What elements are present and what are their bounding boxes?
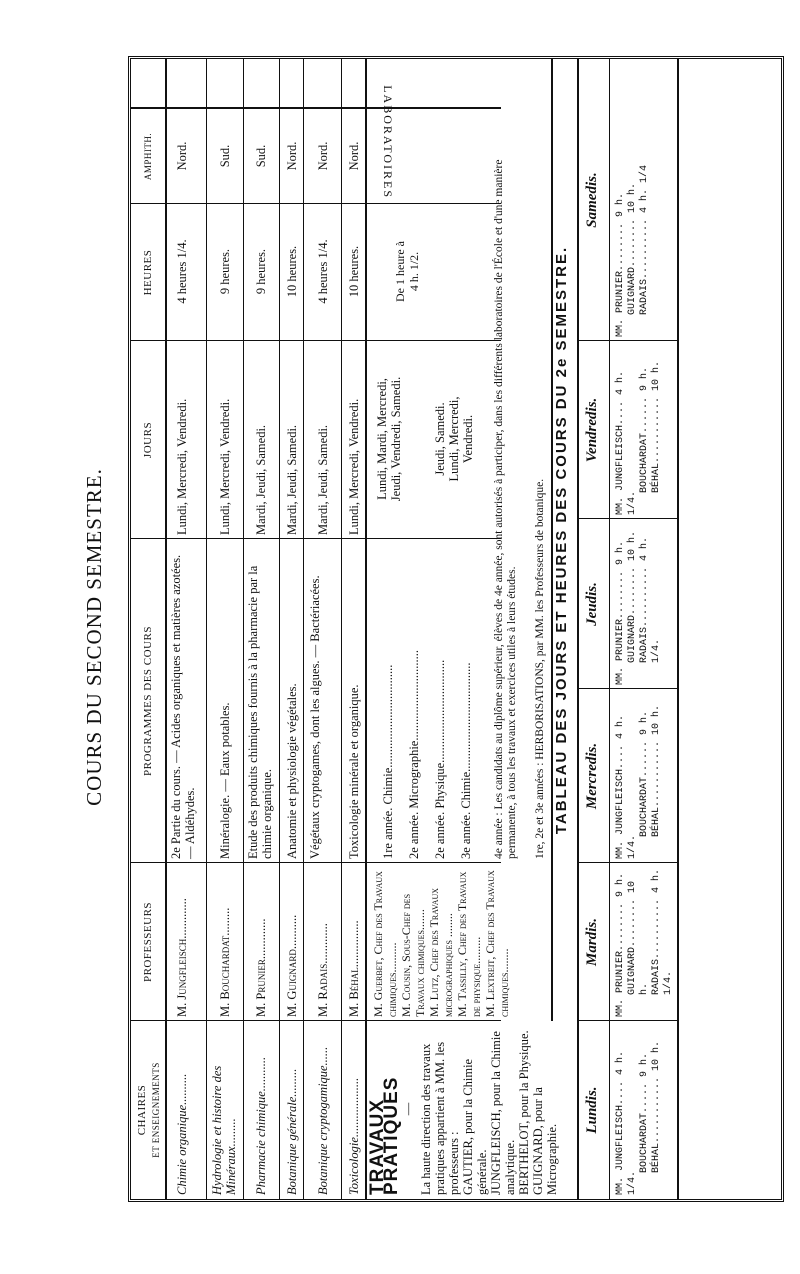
sched-line: MM. PRUNIER........ 9 h. <box>615 540 626 685</box>
row-prof: M. Guignard........... <box>285 914 299 1017</box>
col-divider <box>131 340 501 341</box>
row-programme: Anatomie et physiologie végétales. <box>285 683 299 859</box>
col-divider <box>131 538 501 539</box>
row-prof: M. Jungfleisch............. <box>175 898 189 1017</box>
travaux-jungfleisch: JUNGFLEISCH, pour la Chimie analytique. <box>489 1031 517 1195</box>
day-vendredis: Vendredis. <box>584 397 600 463</box>
chef-line: M. Guerbet, Chef des Travaux chimiques.......... <box>371 871 399 1017</box>
row-amphi: Sud. <box>254 144 268 168</box>
tableau-rule <box>577 59 579 1199</box>
travaux-laboratoires <box>381 85 395 199</box>
sched-line: MM. JUNGFLEISCH.... 4 h. 1/4. <box>615 714 638 859</box>
tp-jours-line: Lundi, Mardi, Mercredi, <box>375 378 389 500</box>
laboratoires-label: LABORATOIRES <box>381 85 395 199</box>
travaux-annees <box>375 541 495 859</box>
row-amphi: Sud. <box>218 144 232 168</box>
tp-jours-line: Jeudi, Vendredi, Samedi. <box>389 376 403 502</box>
row-rule <box>279 59 280 1199</box>
travaux-dash: — <box>401 1102 415 1116</box>
travaux-guignard: GUIGNARD, pour la Micrographie. <box>531 1087 559 1195</box>
row-jours: Lundi, Mercredi, Vendredi. <box>175 398 189 535</box>
tableau-rule <box>609 59 610 1199</box>
row-programme: Etude des produits chimiques fournis à la pharmacie par la chimie organique. <box>246 565 274 859</box>
row-programme: Végétaux cryptogames, dont les algues. — Bactériacées. <box>308 575 322 859</box>
row-prof: M. Béhal............... <box>347 920 361 1017</box>
row-heures: 10 heures. <box>347 245 361 298</box>
annee-line: 3e année. Chimie................................... <box>459 662 473 859</box>
sched-samedis <box>615 61 651 337</box>
chef-line: M. Tassilly, Chef des Travaux de physique......... <box>455 871 483 1017</box>
row-heures: 4 heures 1/4. <box>175 239 189 304</box>
annee-line: 2e année. Micrographie............................. <box>407 650 421 859</box>
travaux-left <box>367 1023 571 1195</box>
row-amphi: Nord. <box>285 141 299 171</box>
sched-mardis <box>615 865 675 1017</box>
annee-line: 1re année. Chimie................................. <box>381 664 395 859</box>
row-heures: 9 heures. <box>254 248 268 295</box>
schedule-table <box>128 56 784 1202</box>
tp-jours-line: Jeudi, Samedi. <box>433 402 447 476</box>
row-heures: 4 heures 1/4. <box>316 239 330 304</box>
row-chaire: Chimie organique.......... <box>175 1073 189 1195</box>
chef-line: M. Lextreit, Chef des Travaux chimiques........ <box>483 870 511 1017</box>
sched-line: MM. JUNGFLEISCH.... 4 h. 1/4. <box>615 370 638 515</box>
col-divider <box>131 107 501 109</box>
travaux-direction: La haute direction des travaux pratiques appartient à MM. les professeurs : <box>419 1041 461 1195</box>
chef-line: M. Cousin, Sous-Chef des Travaux chimiques....... <box>399 893 427 1017</box>
row-rule <box>206 59 207 1199</box>
sched-mercredis <box>615 691 663 859</box>
sched-vendredis <box>615 343 663 515</box>
header-heures: HEURES <box>142 249 154 296</box>
sched-line: MM. PRUNIER........ 9 h. <box>615 192 626 337</box>
row-rule <box>303 59 304 1199</box>
sched-line: BÉHAL........... 10 h. <box>651 1040 662 1173</box>
day-lundis: Lundis. <box>584 1086 600 1134</box>
travaux-heures <box>393 206 421 337</box>
row-heures: 9 heures. <box>218 248 232 295</box>
day-mardis: Mardis. <box>584 918 600 966</box>
sched-line: GUIGNARD........ 10 h. <box>627 182 638 315</box>
travaux-chefs <box>371 865 521 1017</box>
row-chaire: Botanique cryptogamique...... <box>316 1046 330 1195</box>
row-jours: Mardi, Jeudi, Samedi. <box>316 424 330 535</box>
chef-line: M. Lutz, Chef des Travaux micrographiques ........ <box>427 887 455 1017</box>
header-programmes: PROGRAMMES DES COURS <box>142 626 154 776</box>
col-divider <box>131 203 501 204</box>
day-mercredis: Mercredis. <box>584 742 600 810</box>
row-rule <box>243 59 244 1199</box>
sched-line: MM. PRUNIER........ 9 h. <box>615 872 626 1017</box>
col-divider <box>131 862 501 863</box>
row-chaire: Toxicologie................... <box>347 1077 361 1195</box>
header-chaires: CHAIRES ET ENSEIGNEMENTS <box>136 1062 161 1158</box>
sched-line: BOUCHARDAT...... 9 h. <box>639 366 650 493</box>
header-professeurs: PROFESSEURS <box>142 901 154 983</box>
tp-jours-line: Vendredi. <box>461 414 475 464</box>
row-amphi: Nord. <box>347 141 361 171</box>
sched-line: RADAIS.......... 4 h. 1/4. <box>651 868 674 995</box>
row-programme: Toxicologie minérale et organique. <box>347 684 361 859</box>
row-heures: 10 heures. <box>285 245 299 298</box>
sched-line: RADAIS.......... 4 h. 1/4. <box>639 536 662 663</box>
sched-line: BÉHAL........... 10 h. <box>651 360 662 493</box>
sched-line: RADAIS.......... 4 h. 1/4 <box>639 164 650 315</box>
sched-jeudis <box>615 521 663 685</box>
sched-line: BOUCHARDAT..... 9 h. <box>639 1052 650 1173</box>
row-prof: M. Bouchardat......... <box>218 907 232 1017</box>
row-programme: Minéralogie. — Eaux potables. <box>218 702 232 859</box>
sched-line: MM. JUNGFLEISCH.... 4 h. 1/4. <box>615 1050 638 1195</box>
travaux-herbo: 1re, 2e et 3e années : HERBORISATIONS, par MM. les Professeurs de botanique. <box>534 478 546 859</box>
tp-heures-line: De 1 heure à <box>393 241 407 302</box>
sched-line: BÉHAL........... 10 h. <box>651 704 662 837</box>
tableau-bottom-rule <box>677 59 679 1199</box>
row-jours: Mardi, Jeudi, Samedi. <box>285 424 299 535</box>
sched-line: GUIGNARD........ 10 h. <box>627 530 638 663</box>
header-jours: JOURS <box>142 421 154 459</box>
row-jours: Lundi, Mercredi, Vendredi. <box>218 398 232 535</box>
sched-line: GUIGNARD........ 10 h. <box>627 880 650 995</box>
row-amphi: Nord. <box>316 141 330 171</box>
col-divider <box>131 1020 501 1021</box>
sched-line: BOUCHARDAT...... 9 h. <box>639 710 650 837</box>
day-samedis: Samedis. <box>584 172 600 228</box>
row-jours: Lundi, Mercredi, Vendredi. <box>347 398 361 535</box>
row-prof: M. Radais............. <box>316 923 330 1017</box>
tp-jours-line: Lundi, Mercredi, <box>447 396 461 482</box>
row-prof: M. Prunier............. <box>254 918 268 1017</box>
row-chaire: Pharmacie chimique........... <box>254 1056 268 1195</box>
row-amphi: Nord. <box>175 141 189 171</box>
travaux-title: TRAVAUX PRATIQUES <box>367 1076 402 1195</box>
row-jours: Mardi, Jeudi, Samedi. <box>254 424 268 535</box>
day-jeudis: Jeudis. <box>584 582 600 626</box>
header-amphi: AMPHITH. <box>143 132 153 181</box>
travaux-note: 4e année : Les candidats au diplôme supérieur, élèves de 4e année, sont autorisés à participer, dans les différents laboratoires de l'École et d'une manière permanente, à tous les travaux et exercices utiles à leurs études. <box>493 159 518 859</box>
travaux-gautier: GAUTIER, pour la Chimie générale. <box>461 1058 489 1195</box>
tableau-title: TABLEAU DES JOURS ET HEURES DES COURS DU 2e SEMESTRE. <box>553 245 570 835</box>
row-chaire: Botanique générale......... <box>285 1068 299 1195</box>
travaux-berthelot: BERTHELOT, pour la Physique. <box>517 1030 531 1195</box>
row-programme: 2e Partie du cours. — Acides organiques et matières azotées. — Aldéhydes. <box>169 554 197 859</box>
travaux-jours <box>375 343 495 535</box>
row-chaire: Hydrologie et histoire des Minéraux......... <box>210 1065 238 1195</box>
header-rule <box>165 59 167 1199</box>
annee-line: 2e année. Physique................................. <box>433 659 447 859</box>
page-title: COURS DU SECOND SEMESTRE. <box>82 468 106 806</box>
tp-heures-line: 4 h. 1/2. <box>407 251 421 292</box>
row-rule <box>341 59 342 1199</box>
sched-lundis <box>615 1023 663 1195</box>
row-rule <box>365 59 367 1199</box>
